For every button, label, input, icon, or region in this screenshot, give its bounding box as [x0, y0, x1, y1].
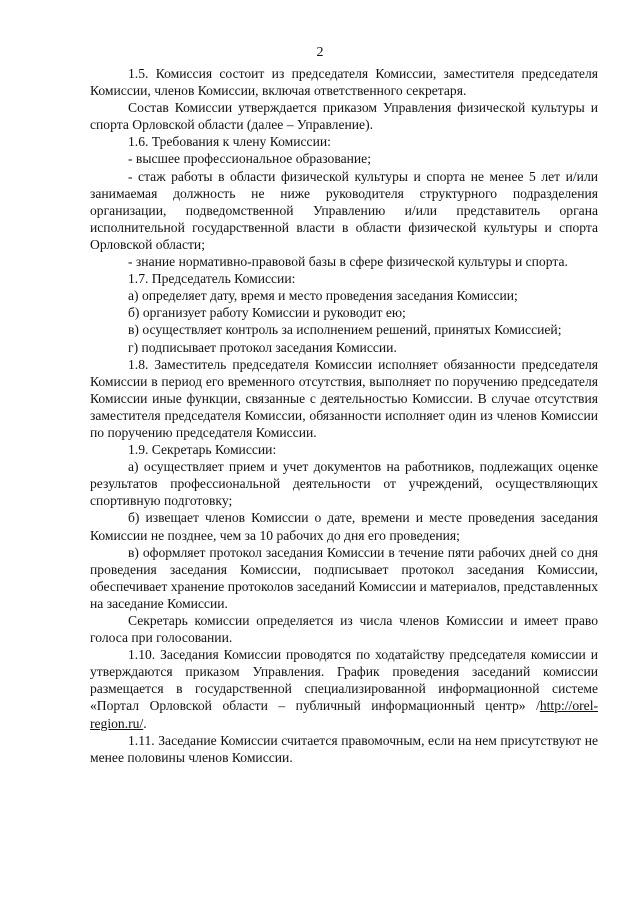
paragraph-1-5: 1.5. Комиссия состоит из председателя Комиссии, заместителя председателя Комиссии, членов Комиссии, включая ответственного секретаря. [90, 66, 598, 99]
secretary-duty-b: б) извещает членов Комиссии о дате, времени и месте проведения заседания Комиссии не позднее, чем за 10 рабочих до дня его проведения; [90, 510, 598, 543]
document-body [90, 65, 598, 766]
chairman-duty-b: б) организует работу Комиссии и руководит ею; [128, 305, 406, 321]
paragraph-1-10-text: 1.10. Заседания Комиссии проводятся по ходатайству председателя комиссии и утверждаются приказом Управления. График проведения заседаний комиссии размещается в государственной специализированной информационной системе «Портал Орловской области – публичный информационный центр» / [90, 647, 598, 714]
secretary-duty-c: в) оформляет протокол заседания Комиссии в течение пяти рабочих дней со дня проведения заседания Комиссии, подписывает протокол заседания Комиссии, обеспечивает хранение протоколов заседаний Комиссии и материалов, представленных на заседание Комиссии. [90, 544, 598, 611]
requirement-experience: - стаж работы в области физической культуры и спорта не менее 5 лет и/или занимаемая должность не ниже руководителя структурного подразделения организации, подведомственной Управлению и/или представитель органа исполнительной государственной власти в области физической культуры и спорта Орловской области; [90, 168, 598, 252]
paragraph-1-6-heading: 1.6. Требования к члену Комиссии: [128, 134, 331, 150]
paragraph-1-9-heading: 1.9. Секретарь Комиссии: [128, 442, 277, 458]
secretary-duty-a: а) осуществляет прием и учет документов на работников, подлежащих оценке результатов профессиональной деятельности от учреждений, осуществляющих спортивную подготовку; [90, 459, 598, 509]
page-number: 2 [316, 45, 324, 60]
chairman-duty-c: в) осуществляет контроль за исполнением решений, принятых Комиссией; [128, 322, 562, 338]
paragraph-1-10 [90, 646, 598, 731]
paragraph-1-11: 1.11. Заседание Комиссии считается правомочным, если на нем присутствуют не менее половины членов Комиссии. [90, 732, 598, 765]
chairman-duty-a: а) определяет дату, время и место проведения заседания Комиссии; [128, 288, 518, 304]
secretary-voting-right: Секретарь комиссии определяется из числа членов Комиссии и имеет право голоса при голосовании. [90, 613, 598, 646]
paragraph-1-7-heading: 1.7. Председатель Комиссии: [128, 271, 296, 287]
orel-region-link[interactable]: http://orel-region.ru/ [90, 698, 598, 731]
paragraph-1-8: 1.8. Заместитель председателя Комиссии исполняет обязанности председателя Комиссии в период его временного отсутствия, выполняет по поручению председателя Комиссии иные функции, связанные с деятельностью Комиссии. В случае отсутствия заместителя председателя Комиссии, обязанности исполняет один из членов Комиссии по поручению председателя Комиссии. [90, 356, 598, 440]
requirement-education: - высшее профессиональное образование; [128, 151, 371, 167]
paragraph-commission-composition: Состав Комиссии утверждается приказом Управления физической культуры и спорта Орловской области (далее – Управление). [90, 100, 598, 133]
paragraph-1-10-end: . [143, 715, 147, 731]
chairman-duty-d: г) подписывает протокол заседания Комиссии. [128, 339, 397, 355]
requirement-legal-knowledge: - знание нормативно-правовой базы в сфере физической культуры и спорта. [128, 254, 568, 270]
